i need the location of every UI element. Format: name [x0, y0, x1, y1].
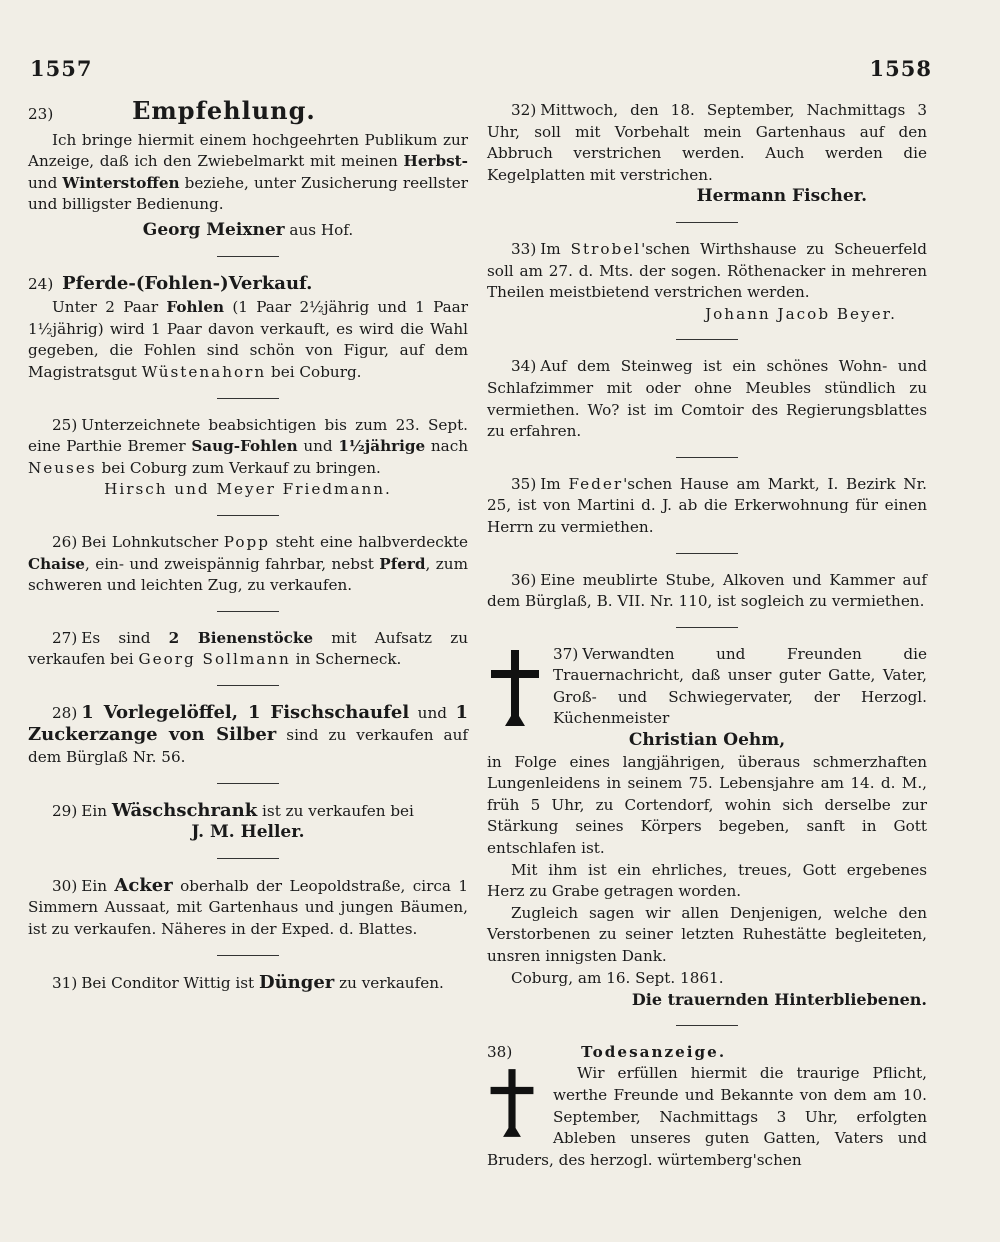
ad-number: 31)	[52, 973, 78, 992]
ad-text: steht eine halbverdeckte	[269, 532, 468, 551]
ad-bold-text: Acker	[114, 874, 173, 896]
ad-signature: Johann Jacob Beyer.	[705, 304, 897, 323]
ad-title: Pferde-(Fohlen-)Verkauf.	[62, 272, 313, 294]
ad-bold-text: Herbst-	[403, 152, 468, 171]
ad-29	[28, 800, 468, 844]
ad-23	[28, 96, 468, 242]
cross-icon	[487, 1067, 545, 1139]
ad-text: Unterzeichnete beabsichtigen bis zum 23. Sept. eine Parthie Bremer	[28, 415, 468, 456]
ad-bold-text: Saug-Fohlen	[191, 437, 298, 456]
ad-spaced-text: Strobel	[570, 239, 642, 258]
ad-35	[487, 474, 927, 539]
ad-text: und	[28, 173, 63, 192]
ad-text: Bei Lohnkutscher	[81, 532, 224, 551]
ad-text: mit Aufsatz zu verkaufen bei	[28, 628, 469, 669]
ad-number: 33)	[511, 239, 537, 258]
ad-bold-text: 1 Zuckerzange von Silber	[28, 701, 468, 746]
ad-text: Bei Conditor Wittig ist	[81, 973, 259, 992]
ad-spaced-text: Georg Sollmann	[138, 650, 291, 669]
ad-number: 38)	[487, 1042, 513, 1061]
ad-text: Im	[540, 474, 569, 493]
ad-spaced-text: Popp	[223, 532, 270, 551]
left-column	[28, 96, 469, 1002]
divider	[676, 457, 738, 458]
ad-text: , zum schweren und leichten Zug, zu verkaufen.	[28, 554, 468, 595]
divider	[676, 1025, 738, 1026]
ad-number: 23)	[28, 105, 54, 123]
ad-text: Ich bringe hiermit einem hochgeehrten Publikum zur Anzeige, daß ich den Zwiebelmarkt mit meinen	[28, 130, 468, 171]
ad-number: 34)	[511, 357, 537, 376]
ad-text: sind zu verkaufen auf dem Bürglaß Nr. 56.	[28, 726, 468, 767]
ad-text: Im	[540, 239, 571, 258]
ad-33	[487, 239, 927, 325]
ad-26	[28, 532, 468, 597]
ad-signature: Die trauernden Hinterbliebenen.	[631, 990, 927, 1010]
ad-32	[487, 100, 927, 208]
ad-text: 'schen Wirthshause zu Scheuerfeld soll am 27. d. Mts. der sogen. Röthenacker in mehreren Theilen meistbietend verstrichen werden.	[487, 239, 928, 302]
ad-bold-text: 1 Vorlegelöffel, 1 Fischschaufel	[81, 701, 410, 723]
ad-text: und	[409, 703, 456, 722]
ad-text: Es sind	[81, 628, 169, 647]
ad-title: Todesanzeige.	[581, 1042, 727, 1061]
divider	[217, 256, 279, 257]
ad-text: in Folge eines langjährigen, überaus schmerzhaften Lungenleidens in seinem 75. Lebensjahre am 14. d. M., früh 5 Uhr, zu Cortendorf, wohin sich derselbe zur Stärkung seines Körpers begeben, sanft in Gott entschlafen ist.	[487, 752, 927, 858]
ad-spaced-text: Wüstenahorn	[141, 362, 267, 381]
ad-text: Auf dem Steinweg ist ein schönes Wohn- und Schlafzimmer mit oder ohne Meubles stündlich zu vermiethen. Wo? ist im Comtoir des Regierungsblattes zu erfahren.	[487, 357, 927, 441]
ad-text: ist zu verkaufen bei	[257, 801, 414, 820]
ad-text: Unter 2 Paar	[52, 298, 167, 317]
ad-signature-rest: aus Hof.	[284, 220, 354, 239]
ad-signature: Hermann Fischer.	[696, 186, 867, 207]
ad-bold-text: Dünger	[258, 971, 335, 993]
ad-text: (1 Paar 2½jährig und 1 Paar 1½jährig) wird 1 Paar davon verkauft, es wird die Wahl gegeben, die Fohlen sind schön von Figur, auf dem Magistratsgut	[28, 298, 468, 381]
divider	[217, 685, 279, 686]
ad-text: in Scherneck.	[290, 650, 402, 669]
divider	[217, 783, 279, 784]
ad-text: bei Coburg.	[266, 362, 362, 381]
ad-27	[28, 628, 468, 671]
ad-text: zu verkaufen.	[334, 973, 444, 992]
divider	[217, 858, 279, 859]
ad-number: 30)	[52, 876, 78, 895]
ad-text: nach	[425, 437, 468, 456]
ad-bold-text: 1½jährige	[338, 437, 426, 456]
ad-spaced-text: Neuses	[28, 458, 97, 477]
ad-text: Ein	[81, 876, 115, 895]
page-number-left: 1557	[30, 56, 93, 81]
divider	[217, 955, 279, 956]
ad-34	[487, 356, 927, 442]
divider	[217, 398, 279, 399]
divider	[676, 627, 738, 628]
ad-text: Mittwoch, den 18. September, Nachmittags 3 Uhr, soll mit Vorbehalt mein Gartenhaus auf den Abbruch verstrichen werden. Auch werden die Kegelplatten mit verstrichen.	[487, 101, 927, 184]
deceased-name: Christian Oehm,	[628, 730, 786, 751]
ad-bold-text: Winterstoffen	[62, 173, 180, 192]
ad-text: , ein- und zweispännig fahrbar, nebst	[84, 554, 380, 573]
ad-36	[487, 570, 927, 613]
ad-text: Verwandten und Freunden die Trauernachricht, daß unser guter Gatte, Vater, Groß- und Schwiegervater, der Herzogl. Küchenmeister	[553, 644, 927, 728]
ad-37	[487, 644, 927, 1011]
divider	[676, 222, 738, 223]
ad-text: Zugleich sagen wir allen Denjenigen, welche den Verstorbenen zu seiner letzten Ruhestätte begleiteten, unsren innigsten Dank.	[487, 903, 927, 965]
ad-number: 27)	[52, 628, 78, 647]
ad-24	[28, 273, 468, 384]
ad-spaced-text: Feder	[568, 474, 624, 493]
ad-number: 36)	[511, 570, 537, 589]
divider	[217, 611, 279, 612]
ad-number: 26)	[52, 532, 78, 551]
ad-bold-text: Pferd	[379, 554, 426, 573]
ad-text: Wir erfüllen hiermit die traurige Pflicht, werthe Freunde und Bekannte von dem am 10. September, Nachmittags 3 Uhr, erfolgten Ableben unseres guten Gatten, Vaters und Bruders, des herzogl. würtemberg'schen	[487, 1064, 927, 1169]
ad-25	[28, 415, 468, 501]
ad-text: Eine meublirte Stube, Alkoven und Kammer auf dem Bürglaß, B. VII. Nr. 110, ist sogleich zu vermiethen.	[487, 570, 927, 611]
ad-text: 'schen Hause am Markt, I. Bezirk Nr. 25, ist von Martini d. J. ab die Erkerwohnung für einen Herrn zu vermiethen.	[487, 474, 927, 536]
ad-signature: J. M. Heller.	[191, 822, 305, 843]
ad-number: 29)	[52, 801, 78, 820]
ad-bold-text: Wäschschrank	[111, 799, 258, 821]
ad-number: 24)	[28, 274, 54, 293]
divider	[217, 515, 279, 516]
ad-31	[28, 972, 468, 995]
ad-text: oberhalb der Leopoldstraße, circa 1 Simmern Aussaat, mit Gartenhaus und jungen Bäumen, ist zu verkaufen. Näheres in der Exped. d. Blattes.	[28, 876, 468, 939]
ad-bold-text: 2 Bienenstöcke	[168, 628, 314, 647]
ad-30	[28, 875, 468, 941]
page-number-right: 1558	[869, 56, 932, 81]
ad-number: 37)	[553, 644, 579, 663]
ad-number: 35)	[511, 474, 537, 493]
ad-bold-text: Chaise	[28, 554, 85, 573]
ad-signature: Hirsch und Meyer Friedmann.	[104, 480, 392, 499]
right-column	[487, 100, 927, 1179]
ad-28	[28, 702, 468, 769]
dateline: Coburg, am 16. Sept. 1861.	[511, 968, 724, 987]
ad-title: Empfehlung.	[132, 96, 316, 125]
ad-text: bei Coburg zum Verkauf zu bringen.	[96, 458, 381, 477]
divider	[676, 553, 738, 554]
ad-signature: Georg Meixner	[142, 219, 285, 240]
divider	[676, 339, 738, 340]
ad-text: Mit ihm ist ein ehrliches, treues, Gott ergebenes Herz zu Grabe getragen worden.	[487, 860, 927, 901]
cross-icon	[487, 648, 545, 728]
ad-bold-text: Fohlen	[166, 298, 225, 317]
ad-number: 28)	[52, 703, 78, 722]
ad-number: 32)	[511, 101, 537, 119]
ad-number: 25)	[52, 415, 78, 434]
ad-text: beziehe, unter Zusicherung reellster und billigster Bedienung.	[28, 173, 468, 214]
ad-text: Ein	[81, 801, 112, 820]
ad-38	[487, 1042, 927, 1172]
ad-text: und	[297, 437, 339, 456]
